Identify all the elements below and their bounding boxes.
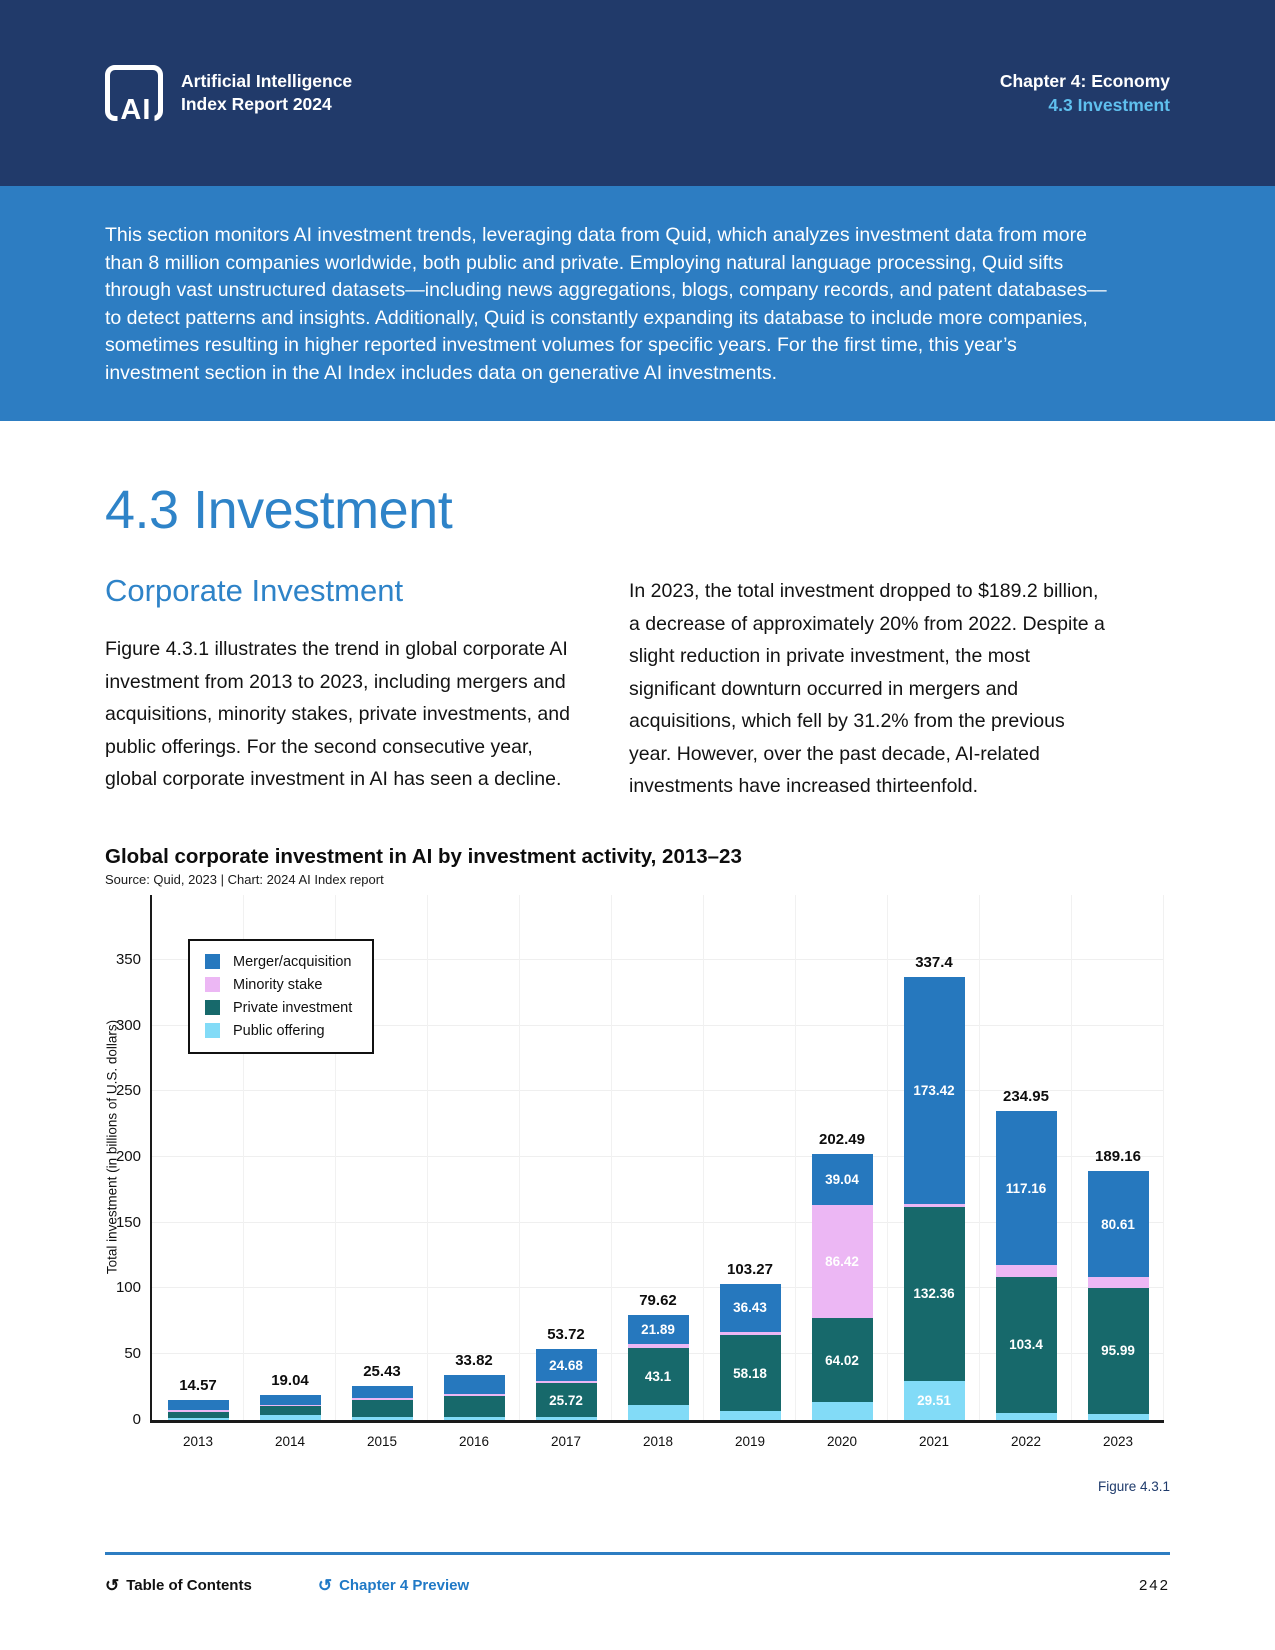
page-title: 4.3 Investment bbox=[105, 480, 453, 540]
page-number: 242 bbox=[1138, 1576, 1170, 1594]
bar-total-label: 189.16 bbox=[1095, 1148, 1141, 1166]
y-axis-tick-label: 250 bbox=[115, 1082, 141, 1100]
x-axis-label: 2017 bbox=[550, 1433, 582, 1449]
report-title-line1: Artificial Intelligence bbox=[181, 71, 353, 91]
bar-segment bbox=[352, 1417, 413, 1419]
return-arrow-icon: ↺ bbox=[105, 1575, 120, 1595]
bar-total-label: 202.49 bbox=[819, 1130, 865, 1148]
chart-legend bbox=[188, 939, 374, 1054]
x-axis-label: 2013 bbox=[182, 1433, 214, 1449]
intro-banner bbox=[0, 186, 1275, 421]
intro-paragraph: This section monitors AI investment trends, leveraging data from Quid, which analyzes investment data from more than 8 million companies worldwide, both public and private. Employing natural language processing, Quid sifts through vast unstructured datasets—including news aggregations, blogs, company records, and patent databases—to detect patterns and insights. Additionally, Quid is constantly expanding its database to include more companies, sometimes resulting in higher reported investment volumes for specific years. For the first time, this year’s investment section in the AI Index includes data on generative AI investments. bbox=[105, 224, 1107, 384]
legend-swatch bbox=[205, 1000, 220, 1015]
bar-segment: 173.42 bbox=[904, 977, 965, 1205]
bar-segment: 80.61 bbox=[1088, 1171, 1149, 1277]
report-title-line2: Index Report 2024 bbox=[181, 94, 332, 114]
bar-segment bbox=[352, 1398, 413, 1400]
bar-segment: 24.68 bbox=[536, 1349, 597, 1381]
v-gridline bbox=[611, 895, 612, 1420]
plot-area bbox=[115, 895, 1164, 1449]
x-axis-label: 2019 bbox=[734, 1433, 766, 1449]
bar-segment bbox=[352, 1400, 413, 1417]
bar-segment bbox=[444, 1396, 505, 1417]
y-axis-tick-label: 0 bbox=[132, 1410, 141, 1428]
bar-segment bbox=[168, 1400, 229, 1410]
v-gridline bbox=[795, 895, 796, 1420]
bar-segment bbox=[260, 1395, 321, 1405]
v-gridline bbox=[1071, 895, 1072, 1420]
bar-segment: 39.04 bbox=[812, 1154, 873, 1205]
bar-segment bbox=[904, 1204, 965, 1207]
chapter-label: Chapter 4: Economy bbox=[999, 71, 1170, 91]
brand bbox=[105, 65, 353, 126]
bar-segment bbox=[168, 1412, 229, 1417]
y-axis-title: Total investment (in billions of U.S. dollars) bbox=[104, 1020, 120, 1275]
bar-segment: 29.51 bbox=[904, 1381, 965, 1420]
bar-total-label: 103.27 bbox=[727, 1260, 773, 1278]
bar-segment bbox=[812, 1402, 873, 1419]
bar-segment bbox=[444, 1394, 505, 1396]
bar-total-label: 337.4 bbox=[915, 953, 953, 971]
bar-segment bbox=[444, 1375, 505, 1394]
report-header bbox=[0, 0, 1275, 186]
page-body bbox=[0, 479, 1275, 1494]
y-axis-tick-label: 300 bbox=[115, 1016, 141, 1034]
bar-total-label: 25.43 bbox=[363, 1363, 401, 1381]
bar-segment bbox=[260, 1405, 321, 1406]
report-title bbox=[181, 70, 352, 116]
bar-segment bbox=[536, 1417, 597, 1420]
right-column bbox=[629, 573, 1105, 803]
v-gridline bbox=[703, 895, 704, 1420]
x-axis-label: 2023 bbox=[1102, 1433, 1134, 1449]
legend-label: Minority stake bbox=[233, 976, 323, 993]
chart-source: Source: Quid, 2023 | Chart: 2024 AI Index report bbox=[105, 871, 384, 887]
y-axis-tick-label: 100 bbox=[115, 1279, 141, 1297]
x-axis-label: 2021 bbox=[918, 1433, 950, 1449]
legend-label: Private investment bbox=[233, 999, 353, 1016]
chapter-preview-link[interactable] bbox=[318, 1577, 469, 1594]
bar-segment: 132.36 bbox=[904, 1207, 965, 1381]
legend-label: Merger/acquisition bbox=[233, 953, 352, 970]
v-gridline bbox=[427, 895, 428, 1420]
legend-swatch bbox=[205, 1023, 220, 1038]
bar-segment: 25.72 bbox=[536, 1383, 597, 1417]
legend-item bbox=[205, 977, 352, 993]
header-breadcrumb bbox=[1000, 69, 1170, 117]
bar-segment: 117.16 bbox=[996, 1111, 1057, 1265]
chart-title: Global corporate investment in AI by investment activity, 2013–23 bbox=[105, 844, 742, 868]
chapter-preview-label: Chapter 4 Preview bbox=[339, 1576, 470, 1594]
return-arrow-icon: ↺ bbox=[317, 1575, 333, 1595]
x-axis-label: 2022 bbox=[1010, 1433, 1042, 1449]
legend-label: Public offering bbox=[233, 1022, 325, 1039]
legend-item bbox=[205, 1000, 352, 1016]
x-axis-label: 2014 bbox=[274, 1433, 306, 1449]
legend-item bbox=[205, 1023, 352, 1039]
bar-segment bbox=[352, 1386, 413, 1398]
y-axis-tick-label: 150 bbox=[115, 1213, 141, 1231]
y-axis-tick-label: 350 bbox=[115, 951, 141, 969]
section-label: 4.3 Investment bbox=[1048, 95, 1170, 115]
bar-segment bbox=[1088, 1414, 1149, 1420]
bar-total-label: 53.72 bbox=[547, 1326, 585, 1343]
bar-segment bbox=[628, 1344, 689, 1348]
left-column bbox=[105, 573, 581, 803]
footer-divider bbox=[105, 1552, 1170, 1555]
bar-segment: 95.99 bbox=[1088, 1288, 1149, 1414]
bar-segment: 58.18 bbox=[720, 1335, 781, 1411]
bar-segment bbox=[536, 1381, 597, 1383]
chart-canvas bbox=[105, 895, 1170, 1457]
x-axis-label: 2015 bbox=[366, 1433, 398, 1449]
bar-total-label: 33.82 bbox=[455, 1352, 493, 1370]
bar-segment bbox=[996, 1413, 1057, 1420]
figure-4-3-1 bbox=[105, 845, 1170, 1494]
table-of-contents-link[interactable] bbox=[105, 1577, 252, 1594]
right-paragraph: In 2023, the total investment dropped to $189.2 billion, a decrease of approximately 20% from 2022. Despite a slight reduction in private investment, the most significant downturn occurred in mergers and acquisitions, which fell by 31.2% from the previous year. However, over the past decade, AI-related investments have increased thirteenfold. bbox=[629, 580, 1105, 797]
bar-segment: 86.42 bbox=[812, 1205, 873, 1318]
y-axis-tick-label: 200 bbox=[115, 1148, 141, 1165]
bar-segment: 21.89 bbox=[628, 1315, 689, 1344]
bar-segment bbox=[996, 1265, 1057, 1277]
ai-index-logo-icon bbox=[105, 65, 163, 126]
bar-segment bbox=[444, 1417, 505, 1420]
bar-total-label: 14.57 bbox=[179, 1377, 217, 1395]
legend-swatch bbox=[205, 954, 220, 969]
x-axis-label: 2020 bbox=[826, 1433, 858, 1449]
y-axis-tick-label: 50 bbox=[124, 1344, 141, 1362]
left-paragraph: Figure 4.3.1 illustrates the trend in global corporate AI investment from 2013 to 2023, including mergers and acquisitions, minority stakes, private investments, and public offerings. For the second consecutive year, global corporate investment in AI has seen a decline. bbox=[105, 638, 570, 790]
bar-total-label: 19.04 bbox=[271, 1371, 309, 1389]
subsection-title: Corporate Investment bbox=[105, 573, 404, 608]
logo-ai-text: AI bbox=[117, 95, 154, 125]
text-columns bbox=[105, 573, 1170, 803]
bar-total-label: 234.95 bbox=[1003, 1088, 1049, 1106]
page-footer bbox=[105, 1577, 1170, 1594]
bar-segment bbox=[168, 1410, 229, 1412]
bar-segment: 36.43 bbox=[720, 1284, 781, 1332]
bar-segment: 64.02 bbox=[812, 1318, 873, 1402]
x-axis-label: 2016 bbox=[458, 1433, 490, 1449]
legend-item bbox=[205, 954, 352, 970]
bar-segment bbox=[260, 1406, 321, 1415]
bar-segment: 103.4 bbox=[996, 1277, 1057, 1413]
bar-segment: 43.1 bbox=[628, 1348, 689, 1405]
table-of-contents-label: Table of Contents bbox=[126, 1576, 252, 1594]
bar-segment bbox=[168, 1418, 229, 1420]
bar-total-label: 79.62 bbox=[639, 1292, 677, 1309]
v-gridline bbox=[1163, 895, 1164, 1420]
bar-segment bbox=[260, 1415, 321, 1419]
v-gridline bbox=[887, 895, 888, 1420]
figure-caption: Figure 4.3.1 bbox=[1097, 1478, 1170, 1494]
x-axis-label: 2018 bbox=[642, 1433, 674, 1449]
v-gridline bbox=[979, 895, 980, 1420]
bar-segment bbox=[1088, 1277, 1149, 1288]
bar-segment bbox=[720, 1411, 781, 1419]
bar-segment bbox=[720, 1332, 781, 1335]
bar-segment bbox=[628, 1405, 689, 1420]
legend-swatch bbox=[205, 977, 220, 992]
v-gridline bbox=[519, 895, 520, 1420]
